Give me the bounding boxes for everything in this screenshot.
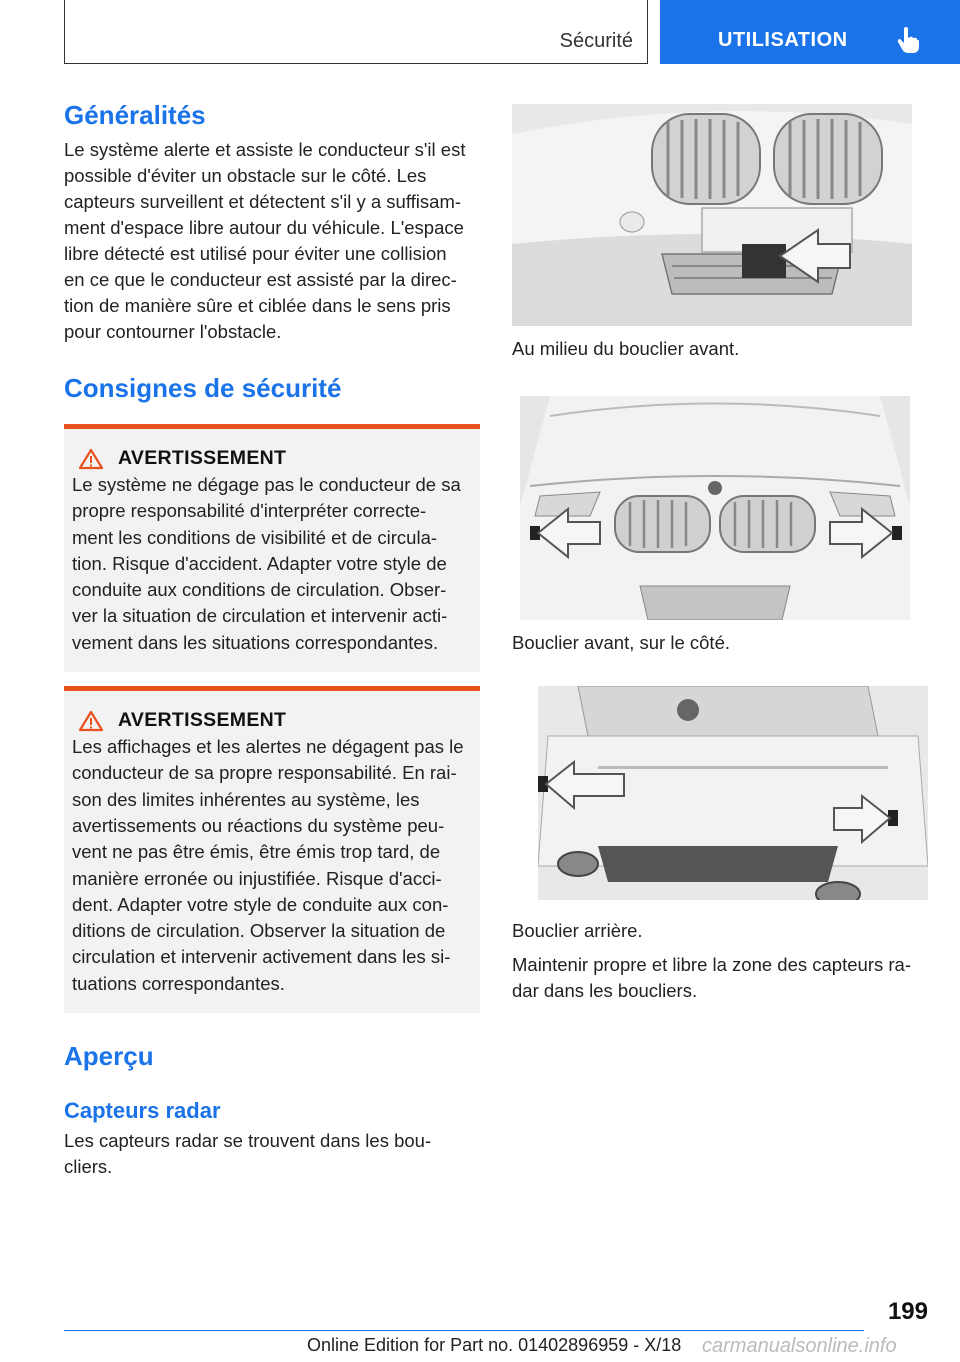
apercu-heading: Aperçu [64, 1041, 154, 1072]
page-header [0, 0, 960, 66]
text-line: capteurs surveillent et détectent s'il y a suffisam- [64, 191, 462, 212]
text-line: Le système alerte et assiste le conducteur s'il est [64, 139, 466, 160]
text-line: dent. Adapter votre style de conduite aux con- [72, 893, 449, 915]
front-bumper-side-illustration [520, 396, 910, 620]
text-line: avertissements ou réactions du système peu- [72, 814, 445, 836]
text-line: ver la situation de circulation et intervenir acti- [72, 605, 448, 627]
capteurs-radar-heading: Capteurs radar [64, 1098, 221, 1124]
warning-triangle-icon [78, 448, 104, 470]
text-line: son des limites inhérentes au système, les [72, 788, 420, 810]
text-line: conduite aux conditions de circulation. Obser- [72, 579, 447, 601]
text-line: Les affichages et les alertes ne dégagent pas le [72, 736, 464, 758]
text-line: possible d'éviter un obstacle sur le côté. Les [64, 165, 427, 186]
footer-edition: Online Edition for Part no. 01402896959 - X/18 [307, 1335, 682, 1355]
generalites-text [64, 137, 480, 345]
header-tab[interactable] [660, 0, 960, 64]
text-line: Le système ne dégage pas le conducteur de sa [72, 474, 461, 495]
text-line: vement dans les situations correspondantes. [72, 631, 439, 653]
generalites-heading: Généralités [64, 100, 206, 130]
warning-title: AVERTISSEMENT [118, 447, 287, 469]
text-line: pour contourner l'obstacle. [64, 321, 282, 342]
page-number: 199 [887, 1298, 928, 1325]
text-line: conducteur de sa propre responsabilité. En rai- [72, 762, 457, 784]
text-line: tuations correspondantes. [72, 972, 285, 994]
text-line: Les capteurs radar se trouvent dans les bou- [64, 1130, 432, 1152]
warning-title: AVERTISSEMENT [118, 709, 287, 732]
warning-text [72, 472, 472, 656]
text-line: tion. Risque d'accident. Adapter votre style de [72, 552, 447, 574]
consignes-heading: Consignes de sécurité [64, 373, 342, 403]
text-line: libre détecté est utilisé pour éviter une collision [64, 243, 447, 264]
text-line: ment les conditions de visibilité et de circula- [72, 526, 438, 548]
text-line: ment d'espace libre autour du véhicule. L'espace [64, 217, 464, 238]
rear-bumper-illustration [538, 686, 928, 900]
figure-caption-2: Bouclier avant, sur le côté. [512, 632, 730, 653]
header-tab-label: UTILISATION [718, 29, 848, 51]
text-line: en ce que le conducteur est assisté par la direc- [64, 269, 457, 290]
text-line: vent ne pas être émis, être émis trop tard, de [72, 841, 441, 863]
warning-text [72, 734, 472, 997]
header-section-box [64, 0, 648, 64]
text-line: Maintenir propre et libre la zone des capteurs ra- [512, 954, 911, 975]
text-line: propre responsabilité d'interpréter correcte- [72, 500, 427, 522]
warning-header [72, 447, 472, 470]
hand-pointer-icon [896, 26, 920, 54]
warning-box-2 [64, 686, 480, 1013]
right-column [512, 104, 928, 1004]
figure-caption-1: Au milieu du bouclier avant. [512, 338, 740, 359]
text-line: tion de manière sûre et ciblée dans le sens pris [64, 295, 451, 316]
text-line: dar dans les boucliers. [512, 980, 698, 1001]
text-line: manière erronée ou injustifiée. Risque d'acci- [72, 867, 442, 889]
front-bumper-center-illustration [512, 104, 912, 326]
text-line: circulation et intervenir activement dans les si- [72, 946, 451, 968]
text-line: cliers. [64, 1156, 113, 1178]
watermark: carmanualsonline.info [702, 1335, 897, 1357]
figure-caption-3: Bouclier arrière. [512, 920, 643, 941]
header-section-title: Sécurité [559, 30, 633, 52]
left-column [64, 100, 480, 1180]
warning-triangle-icon [78, 710, 104, 732]
text-line: ditions de circulation. Observer la situation de [72, 920, 446, 942]
sensor-cleaning-note [512, 952, 928, 1004]
capteurs-text [64, 1128, 480, 1180]
warning-box-1 [64, 424, 480, 672]
warning-header [72, 709, 472, 732]
footer-divider [64, 1330, 864, 1331]
